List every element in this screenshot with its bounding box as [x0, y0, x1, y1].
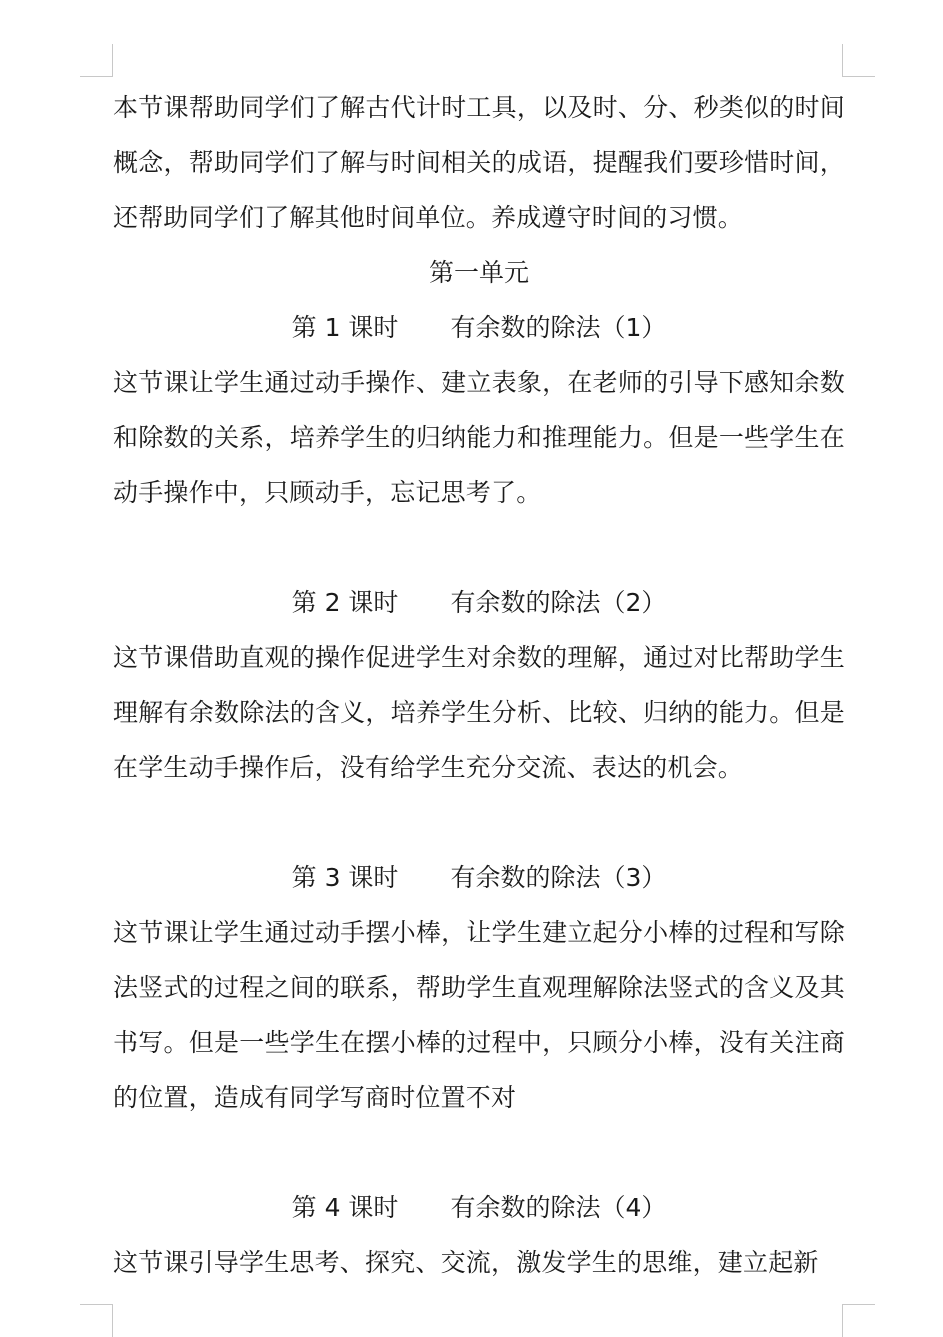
page-corner-mark-bottom-left [80, 1304, 113, 1337]
lesson-paragraph: 这节课让学生通过动手操作、建立表象，在老师的引导下感知余数和除数的关系，培养学生的归纳能力和推理能力。但是一些学生在动手操作中，只顾动手，忘记思考了。 [113, 368, 845, 507]
lesson-number: 第 3 课时 [291, 863, 399, 892]
lesson-heading [113, 300, 845, 355]
lesson-paragraph: 这节课引导学生思考、探究、交流，激发学生的思维，建立起新 [113, 1248, 819, 1277]
lesson-section-2 [113, 575, 845, 795]
page-corner-mark-top-right [842, 44, 875, 77]
lesson-section-3 [113, 850, 845, 1125]
document-body [113, 80, 845, 1290]
lesson-number: 第 2 课时 [291, 588, 399, 617]
lesson-paragraph: 这节课借助直观的操作促进学生对余数的理解，通过对比帮助学生理解有余数除法的含义，培养学生分析、比较、归纳的能力。但是在学生动手操作后，没有给学生充分交流、表达的机会。 [113, 643, 845, 782]
page-corner-mark-top-left [80, 44, 113, 77]
lesson-title: 有余数的除法（4） [450, 1193, 667, 1222]
lesson-section-4 [113, 1180, 845, 1290]
lesson-number: 第 4 课时 [291, 1193, 399, 1222]
lesson-title: 有余数的除法（2） [450, 588, 667, 617]
lesson-section-1 [113, 300, 845, 520]
lesson-number: 第 1 课时 [291, 313, 399, 342]
lesson-title: 有余数的除法（3） [450, 863, 667, 892]
page-corner-mark-bottom-right [842, 1304, 875, 1337]
lesson-paragraph: 这节课让学生通过动手摆小棒，让学生建立起分小棒的过程和写除法竖式的过程之间的联系，帮助学生直观理解除法竖式的含义及其书写。但是一些学生在摆小棒的过程中，只顾分小棒，没有关注商的位置，造成有同学写商时位置不对 [113, 918, 845, 1112]
unit-title: 第一单元 [428, 258, 529, 287]
lesson-heading [113, 1180, 845, 1235]
lesson-heading [113, 850, 845, 905]
intro-paragraph: 本节课帮助同学们了解古代计时工具，以及时、分、秒类似的时间概念，帮助同学们了解与时间相关的成语，提醒我们要珍惜时间，还帮助同学们了解其他时间单位。养成遵守时间的习惯。 [113, 93, 845, 232]
lesson-title: 有余数的除法（1） [450, 313, 667, 342]
lesson-heading [113, 575, 845, 630]
